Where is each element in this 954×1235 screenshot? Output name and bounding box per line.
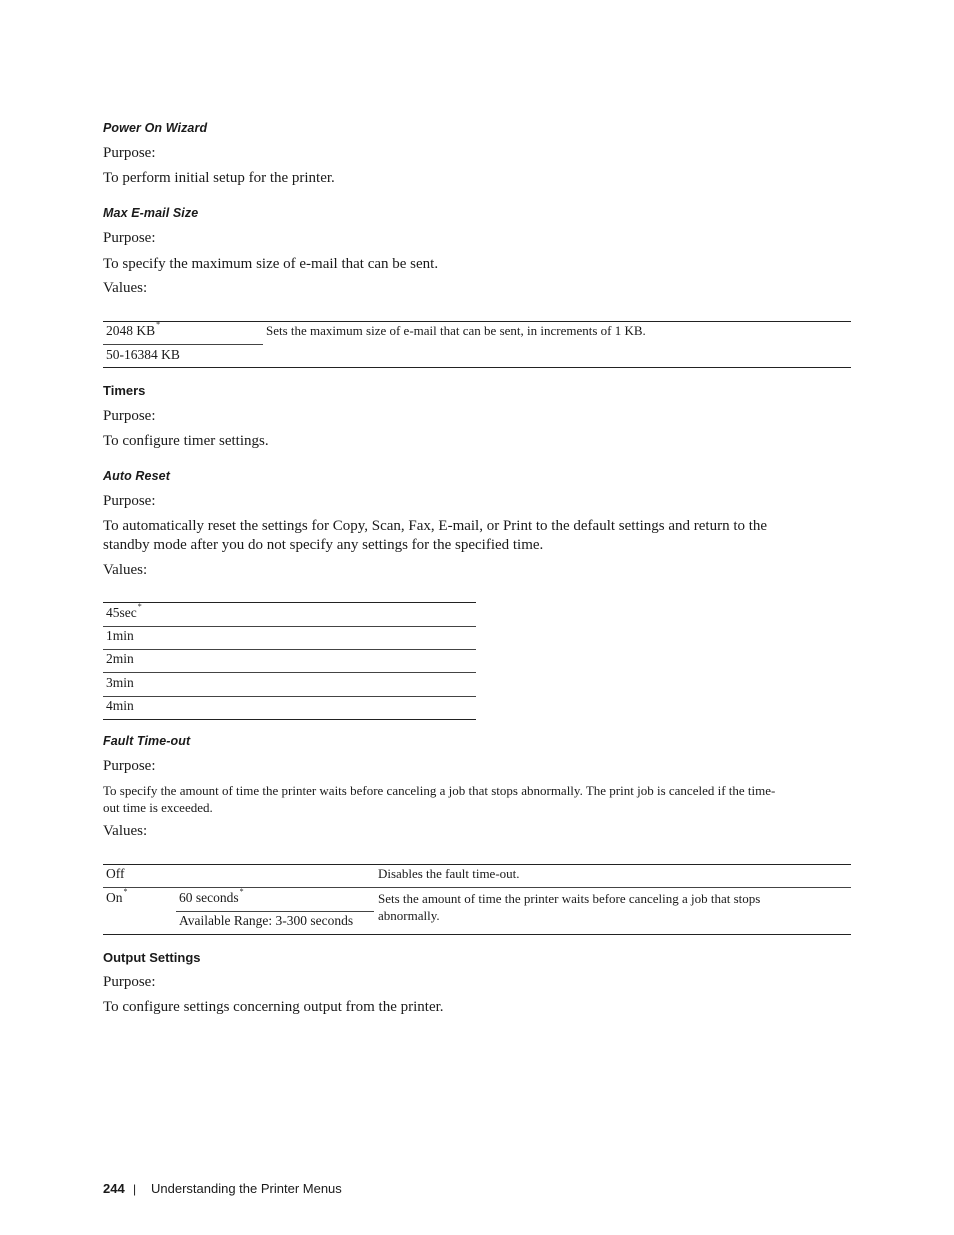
purpose-text-line-2: out time is exceeded.	[103, 800, 213, 815]
table-cell-default: 60 seconds*	[179, 887, 244, 905]
table-cell-value: 4min	[106, 698, 134, 713]
purpose-text-line-2: standby mode after you do not specify any settings for the specified time.	[103, 537, 544, 553]
purpose-text-line-1: To automatically reset the settings for Copy, Scan, Fax, E-mail, or Print to the default settings and return to the	[103, 518, 768, 534]
values-label: Values:	[103, 823, 148, 839]
table-cell-value: 45sec*	[106, 602, 142, 620]
page-number: 244	[103, 1181, 125, 1196]
purpose-text: To configure timer settings.	[103, 433, 269, 449]
table-cell-off: Off	[106, 866, 125, 881]
values-label: Values:	[103, 562, 148, 578]
heading-fault-timeout: Fault Time-out	[103, 734, 191, 748]
footer-chapter-title: Understanding the Printer Menus	[151, 1181, 342, 1196]
heading-timers: Timers	[103, 383, 146, 398]
purpose-text-line-1: To specify the amount of time the printer waits before canceling a job that stops abnormally. The print job is canceled if the time-	[103, 783, 776, 798]
purpose-label: Purpose:	[103, 493, 156, 509]
table-cell-range: Available Range: 3-300 seconds	[179, 913, 354, 928]
table-cell-value: 1min	[106, 628, 134, 643]
purpose-text: To perform initial setup for the printer.	[103, 170, 335, 186]
table-cell-on: On*	[106, 887, 128, 905]
table-cell-description: Sets the maximum size of e-mail that can be sent, in increments of 1 KB.	[266, 323, 646, 338]
table-cell-on-description: Sets the amount of time the printer waits before canceling a job that stops abnormally.	[378, 891, 761, 923]
values-label: Values:	[103, 280, 148, 296]
purpose-label: Purpose:	[103, 758, 156, 774]
heading-max-email-size: Max E-mail Size	[103, 206, 199, 220]
purpose-label: Purpose:	[103, 145, 156, 161]
heading-output-settings: Output Settings	[103, 950, 201, 965]
heading-auto-reset: Auto Reset	[103, 469, 170, 483]
purpose-text: To specify the maximum size of e-mail that can be sent.	[103, 256, 439, 272]
table-cell-value: 3min	[106, 675, 134, 690]
table-cell-value: 2min	[106, 651, 134, 666]
purpose-label: Purpose:	[103, 974, 156, 990]
footer-separator: |	[133, 1182, 137, 1196]
purpose-text: To configure settings concerning output from the printer.	[103, 999, 444, 1015]
table-cell-value: 50-16384 KB	[106, 347, 180, 362]
table-cell-off-description: Disables the fault time-out.	[378, 866, 520, 881]
table-cell-value: 2048 KB*	[106, 320, 161, 338]
purpose-label: Purpose:	[103, 408, 156, 424]
heading-power-on-wizard: Power On Wizard	[103, 121, 208, 135]
purpose-label: Purpose:	[103, 230, 156, 246]
